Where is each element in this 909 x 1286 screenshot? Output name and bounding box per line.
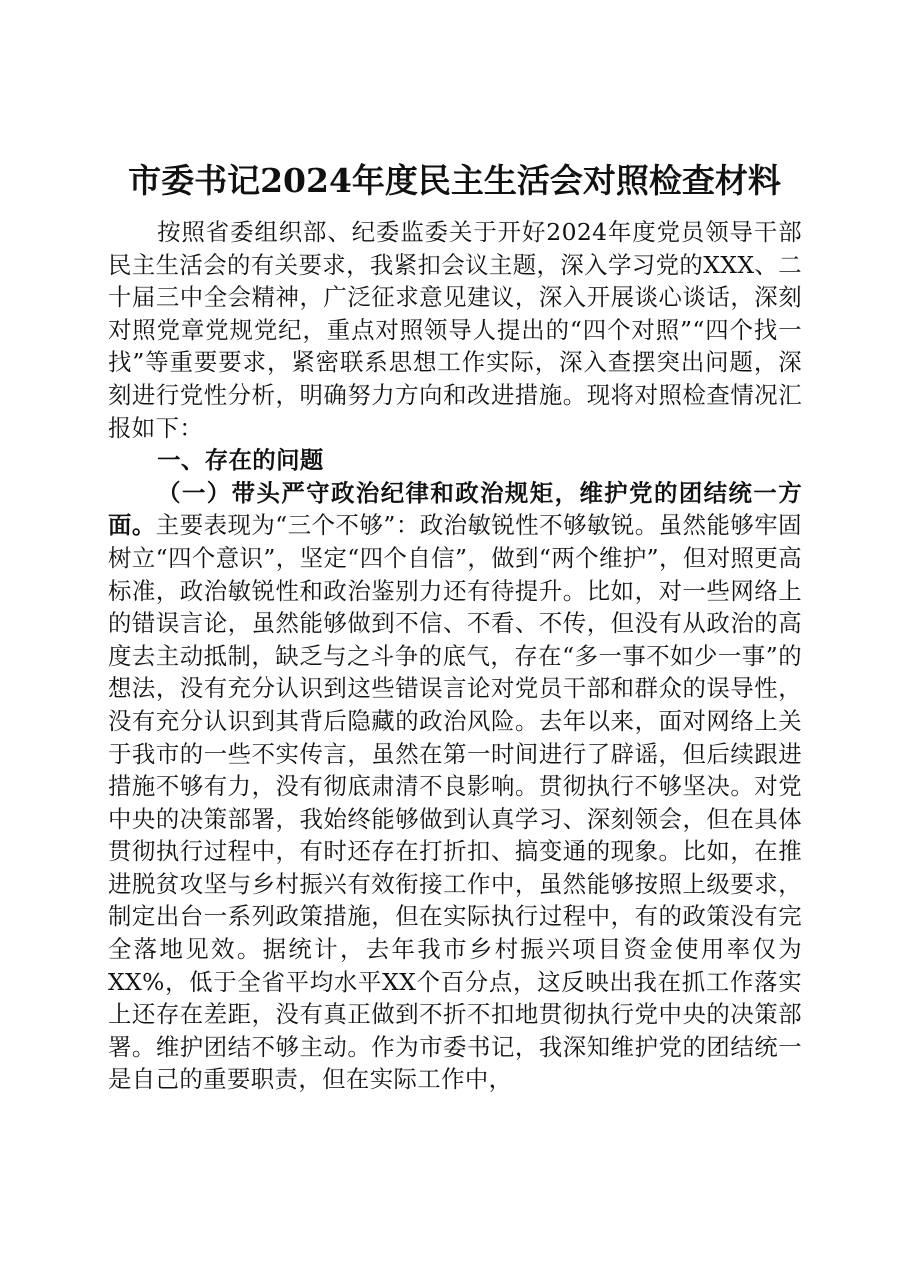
- section-heading-problems: 一、存在的问题: [157, 446, 324, 475]
- document-title: 市委书记2024年度民主生活会对照检查材料: [128, 161, 781, 200]
- subsection-paragraph: [108, 477, 802, 1096]
- intro-paragraph: 按照省委组织部、纪委监委关于开好2024年度党员领导干部民主生活会的有关要求，我紧扣会议主题，深入学习党的XXX、二十届三中全会精神，广泛征求意见建议，深入开展谈心谈话，深刻对照党章党规党纪，重点对照领导人提出的“四个对照”“四个找一找”等重要要求，紧密联系思想工作实际，深入查摆突出问题，深刻进行党性分析，明确努力方向和改进措施。现将对照检查情况汇报如下：: [108, 218, 802, 442]
- subsection-heading: （一）带头严守政治纪律和政治规矩，维护党的团结统一方面。: [108, 478, 802, 540]
- subsection-body: 主要表现为“三个不够”：政治敏锐性不够敏锐。虽然能够牢固树立“四个意识”，坚定“四个自信”，做到“两个维护”，但对照更高标准，政治敏锐性和政治鉴别力还有待提升。比如，对一些网络上的错误言论，虽然能够做到不信、不看、不传，但没有从政治的高度去主动抵制，缺乏与之斗争的底气，存在“多一事不如少一事”的想法，没有充分认识到这些错误言论对党员干部和群众的误导性，没有充分认识到其背后隐藏的政治风险。去年以来，面对网络上关于我市的一些不实传言，虽然在第一时间进行了辟谣，但后续跟进措施不够有力，没有彻底肃清不良影响。贯彻执行不够坚决。对党中央的决策部署，我始终能够做到认真学习、深刻领会，但在具体贯彻执行过程中，有时还存在打折扣、搞变通的现象。比如，在推进脱贫攻坚与乡村振兴有效衔接工作中，虽然能够按照上级要求，制定出台一系列政策措施，但在实际执行过程中，有的政策没有完全落地见效。据统计，去年我市乡村振兴项目资金使用率仅为XX%，低于全省平均水平XX个百分点，这反映出我在抓工作落实上还存在差距，没有真正做到不折不扣地贯彻执行党中央的决策部署。维护团结不够主动。作为市委书记，我深知维护党的团结统一是自己的重要职责，但在实际工作中，: [108, 511, 802, 1094]
- document-body: [108, 216, 802, 1096]
